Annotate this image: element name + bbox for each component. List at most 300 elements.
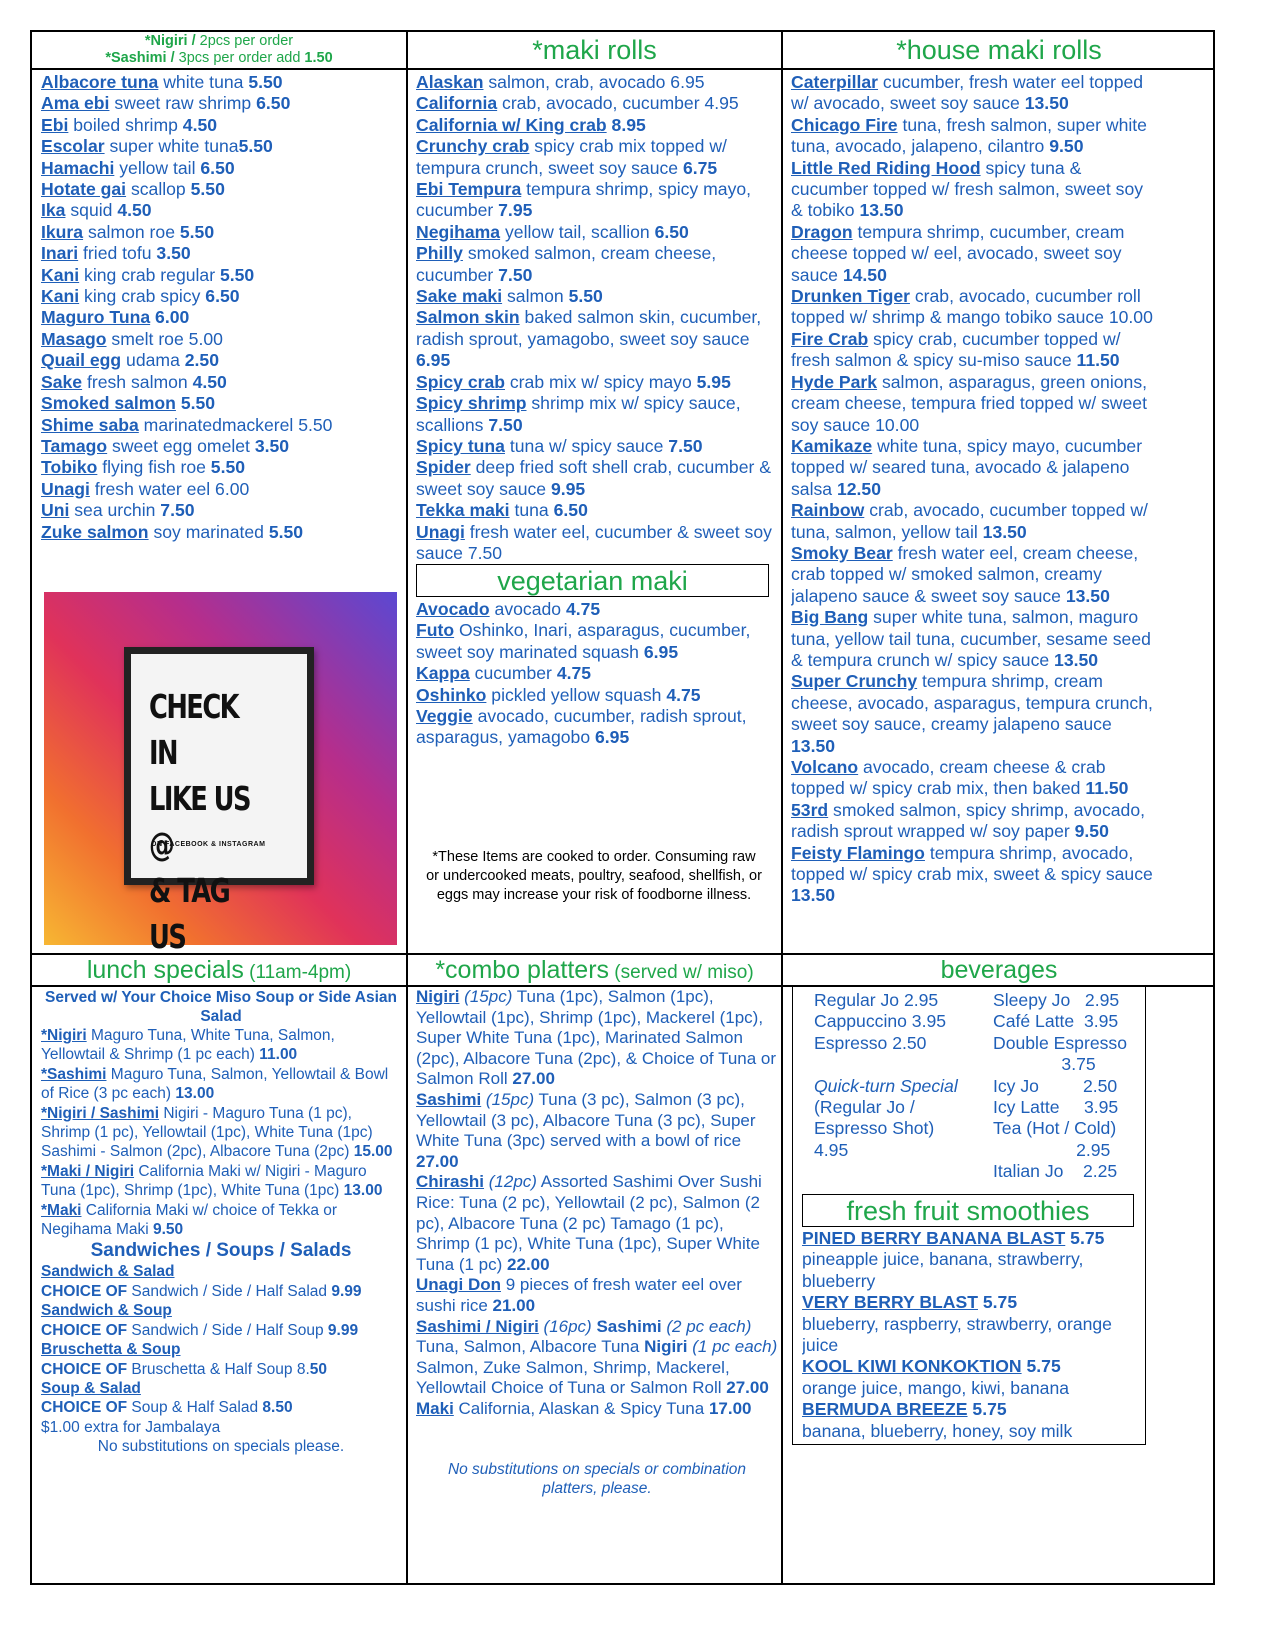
menu-item — [416, 136, 778, 179]
item-price: 5.00 — [188, 328, 223, 349]
item-price: 22.00 — [507, 1254, 550, 1274]
combo-item — [416, 987, 778, 1090]
item-name: Sandwich & Soup — [41, 1302, 172, 1320]
smoothie-desc: blueberry, raspberry, strawberry, orange juice — [802, 1313, 1112, 1356]
item-price: 4.75 — [556, 663, 592, 684]
item-price: 5.50 — [268, 521, 304, 542]
item-desc: super white tuna — [104, 136, 239, 157]
menu-item — [41, 350, 401, 371]
item-name: Quail egg — [41, 350, 122, 371]
item-desc: squid — [65, 200, 118, 221]
item-desc: pickled yellow squash — [486, 684, 667, 705]
item-price: 11.50 — [1076, 350, 1120, 371]
item-name: Ebi — [41, 114, 69, 135]
menu-item — [416, 222, 778, 243]
item-price: 4.95 — [704, 93, 739, 114]
item-name: Zuke salmon — [41, 521, 149, 542]
item-price: 27.00 — [726, 1378, 769, 1398]
item-sub-name: Nigiri — [644, 1337, 688, 1357]
item-desc: avocado — [489, 599, 566, 619]
item-price: 10.00 — [1108, 307, 1153, 328]
menu-item — [416, 93, 778, 114]
item-price: 6.50 — [200, 157, 235, 178]
beverage-item: Quick-turn Special — [814, 1075, 958, 1096]
item-name: *Nigiri — [41, 1027, 87, 1044]
item-desc: sea urchin — [69, 500, 161, 521]
item-desc: scallop — [126, 179, 191, 200]
beverage-item: Sleepy Jo 2.95 — [993, 990, 1120, 1010]
sandwich-subtitle: Sandwiches / Soups / Salads — [90, 1240, 352, 1262]
sashimi-surcharge: 1.50 — [304, 50, 333, 66]
item-name: Caterpillar — [791, 72, 879, 92]
item-desc: super white tuna, salmon, maguro tuna, yellow tail tuna, cucumber, sesame seed & tempura crunch w/ spicy sauce — [791, 607, 1151, 670]
item-desc: sweet egg omelet — [107, 435, 255, 456]
item-name: Uni — [41, 500, 70, 521]
menu-grid — [30, 30, 1215, 1585]
item-name: Avocado — [416, 599, 490, 619]
combo-item — [416, 1317, 778, 1399]
sandwich-list — [41, 1262, 401, 1417]
menu-item — [41, 115, 401, 136]
item-name: Bruschetta & Soup — [41, 1341, 181, 1359]
beverage-item: Double Espresso — [993, 1032, 1127, 1053]
item-choice: CHOICE OF — [41, 1282, 128, 1300]
item-price: 6.00 — [155, 307, 190, 328]
item-desc: Oshinko, Inari, asparagus, cucumber, sweet soy marinated squash — [416, 620, 751, 662]
lunch-list — [41, 1026, 401, 1239]
house-maki-list — [791, 72, 1153, 907]
smoothie-item — [802, 1292, 1146, 1313]
item-desc: udama — [121, 350, 185, 371]
item-desc: soy marinated — [148, 521, 269, 542]
item-desc: avocado, cucumber, radish sprout, asparagus, yamagobo — [416, 706, 747, 748]
item-desc: spicy tuna & cucumber topped w/ fresh salmon, sweet soy & tobiko — [791, 157, 1144, 221]
beverages-header: beverages — [940, 956, 1058, 984]
item-desc: cucumber, fresh water eel topped w/ avocado, sweet soy sauce — [791, 72, 1144, 114]
item-name: Inari — [41, 243, 79, 264]
item-price: 13.50 — [1054, 649, 1099, 670]
item-qty: (16pc) — [538, 1316, 592, 1336]
item-price: 4.50 — [182, 114, 218, 135]
menu-item — [791, 222, 1153, 286]
item-price: 5.50 — [210, 457, 246, 478]
item-price: 9.50 — [1049, 136, 1084, 157]
item-name: Futo — [416, 620, 455, 641]
item-name: Soup & Salad — [41, 1379, 141, 1397]
item-price: 14.50 — [842, 264, 887, 285]
item-desc: tempura shrimp, cucumber, cream cheese topped w/ eel, avocado, sweet soy sauce — [791, 221, 1125, 285]
item-desc: salmon — [502, 286, 569, 307]
combo-item — [416, 1090, 778, 1172]
jambalaya-note: $1.00 extra for Jambalaya — [41, 1418, 221, 1436]
item-name: Crunchy crab — [416, 136, 530, 157]
item-price: 3.50 — [254, 435, 290, 456]
house-maki-header: *house maki rolls — [896, 35, 1102, 65]
item-desc: white tuna — [158, 72, 249, 92]
item-name: Kani — [41, 264, 80, 285]
lunch-footer: No substitutions on specials please. — [97, 1438, 345, 1456]
menu-item — [41, 307, 401, 328]
item-desc: fresh salmon — [82, 371, 193, 392]
item-name: Kamikaze — [791, 435, 873, 456]
item-desc: California, Alaskan & Spicy Tuna — [453, 1398, 709, 1418]
item-name: *Maki / Nigiri — [41, 1162, 135, 1180]
item-price: 4.75 — [565, 599, 601, 619]
item-price: 6.50 — [654, 221, 689, 242]
smoothie-price: 5.75 — [1065, 1228, 1105, 1248]
item-price: 13.50 — [1024, 93, 1069, 114]
vegetarian-maki-header: vegetarian maki — [416, 564, 769, 597]
menu-item — [41, 436, 401, 457]
nigiri-list — [41, 72, 401, 543]
item-name: Dragon — [791, 221, 853, 242]
item-price: 8.50 — [262, 1399, 293, 1417]
item-price: 6.75 — [682, 157, 718, 178]
sashimi-label: *Sashimi / — [105, 50, 175, 66]
menu-item — [791, 286, 1153, 329]
item-name: Sake — [41, 371, 83, 392]
menu-item — [791, 372, 1153, 436]
menu-item — [791, 115, 1153, 158]
item-desc: crab, avocado, cucumber — [497, 93, 705, 114]
item-desc: Tuna, Salmon, Albacore Tuna — [416, 1337, 645, 1357]
vegetarian-list — [416, 599, 778, 749]
smoothie-item — [802, 1228, 1146, 1249]
item-name: Ebi Tempura — [416, 179, 522, 200]
menu-item — [41, 222, 401, 243]
menu-item — [41, 158, 401, 179]
item-name: Hotate gai — [41, 179, 127, 200]
item-name: Spicy tuna — [416, 435, 505, 456]
item-desc: Maguro Tuna, White Tuna, Salmon, Yellowtail & Shrimp (1 pc each) — [41, 1027, 335, 1064]
maki-rolls-header: *maki rolls — [532, 35, 657, 65]
item-desc: yellow tail, scallion — [500, 221, 655, 242]
item-price: 12.50 — [836, 478, 881, 499]
item-desc: white tuna, spicy mayo, cucumber topped w/ seared tuna, avocado & jalapeno salsa — [791, 435, 1143, 499]
item-name: Hamachi — [41, 157, 115, 178]
item-name: Albacore tuna — [41, 72, 159, 92]
combo-item — [416, 1172, 778, 1275]
item-name: Rainbow — [791, 500, 865, 521]
menu-item — [791, 436, 1153, 500]
item-desc: boiled shrimp — [68, 114, 183, 135]
menu-item — [791, 158, 1153, 222]
menu-item — [416, 436, 778, 457]
item-name: Feisty Flamingo — [791, 842, 925, 863]
item-price: 7.50 — [668, 435, 703, 456]
item-name: Drunken Tiger — [791, 286, 910, 307]
menu-item — [416, 522, 778, 565]
smoothie-name: KOOL KIWI KONKOKTION — [802, 1356, 1022, 1377]
item-desc: tuna — [509, 500, 554, 521]
menu-item — [41, 1398, 401, 1417]
item-name: *Nigiri / Sashimi — [41, 1104, 160, 1122]
item-name: Negihama — [416, 221, 501, 242]
item-price: 13.00 — [343, 1182, 383, 1200]
item-price: 6.50 — [553, 500, 588, 521]
beverage-item: (Regular Jo / — [814, 1097, 915, 1118]
item-price: 17.00 — [708, 1398, 752, 1418]
item-name: Salmon skin — [416, 307, 520, 328]
divider — [781, 32, 783, 1583]
item-price: 5.50 — [248, 72, 283, 92]
beverage-item: Italian Jo 2.25 — [993, 1161, 1118, 1182]
menu-item — [41, 1026, 401, 1065]
menu-item — [41, 1162, 401, 1201]
menu-item — [416, 685, 778, 706]
item-price: 6.00 — [215, 478, 250, 499]
item-name: Fire Crab — [791, 328, 869, 349]
item-price: 9.99 — [327, 1321, 359, 1339]
item-price: 13.50 — [859, 200, 904, 221]
divider — [406, 32, 408, 1583]
item-desc: baked salmon skin, cucumber, radish sprout, yamagobo, sweet soy sauce — [416, 307, 762, 349]
item-name: 53rd — [791, 799, 829, 820]
item-desc: cucumber — [469, 663, 557, 684]
poster-footer: ON FACEBOOK & INSTAGRAM — [151, 841, 266, 848]
smoothie-list — [802, 1228, 1146, 1442]
menu-item — [416, 115, 778, 136]
item-desc: Maguro Tuna, Salmon, Yellowtail & Bowl of Rice (3 pc each) — [41, 1065, 389, 1103]
combo-list — [416, 987, 778, 1419]
item-desc: smoked salmon, spicy shrimp, avocado, radish sprout wrapped w/ soy paper — [791, 799, 1145, 842]
item-name: Tobiko — [41, 457, 98, 478]
menu-item — [791, 72, 1153, 115]
item-price: 11.00 — [259, 1046, 298, 1064]
item-price: 4.50 — [192, 371, 227, 392]
item-price: 9.95 — [550, 478, 586, 499]
item-price: 7.50 — [498, 264, 533, 285]
item-desc: Nigiri - Maguro Tuna (1 pc), Shrimp (1 pc), Yellowtail (1pc), White Tuna (1pc) Sashimi - Salmon (2pc), Albacore Tuna (2pc) — [41, 1104, 373, 1161]
combo-item — [416, 1275, 778, 1316]
smoothie-name: PINED BERRY BANANA BLAST — [802, 1228, 1066, 1248]
menu-item — [791, 800, 1153, 843]
menu-item — [416, 179, 778, 222]
item-price: 5.50 — [219, 264, 255, 285]
menu-item — [41, 243, 401, 264]
poster-line: LIKE US @ — [149, 779, 250, 864]
item-desc: king crab spicy — [79, 286, 206, 307]
item-name: Sake maki — [416, 286, 503, 307]
item-name: Masago — [41, 328, 107, 349]
item-price: 5.50 — [179, 221, 215, 242]
item-desc: shrimp mix w/ spicy sauce, scallions — [416, 393, 741, 435]
poster-line: CHECK IN — [149, 687, 239, 772]
item-desc: Salmon, Zuke Salmon, Shrimp, Mackerel, Yellowtail Choice of Tuna or Salmon Roll — [416, 1357, 730, 1398]
item-desc: avocado, cream cheese & crab topped w/ spicy crab mix, then baked — [791, 757, 1106, 799]
item-name: Smoked salmon — [41, 393, 176, 414]
item-desc: fresh water eel, cucumber & sweet soy sauce — [416, 521, 772, 563]
item-desc: Sandwich / Side / Half Soup — [127, 1321, 328, 1339]
item-name: Unagi — [416, 521, 465, 542]
item-price: 5.50 — [190, 179, 225, 200]
item-price: 6.95 — [416, 350, 451, 371]
nigiri-note: 2pcs per order — [199, 33, 294, 49]
item-name: Tamago — [41, 435, 108, 456]
item-name: Spicy shrimp — [416, 393, 527, 414]
item-qty: (12pc) — [484, 1172, 537, 1192]
smoothie-price: 5.75 — [1021, 1356, 1061, 1377]
menu-item — [416, 706, 778, 749]
beverage-item: Tea (Hot / Cold) — [993, 1118, 1117, 1139]
item-desc: crab, avocado, cucumber roll topped w/ shrimp & mango tobiko sauce — [791, 286, 1141, 328]
item-name: Maguro Tuna — [41, 307, 151, 328]
item-name: *Maki — [41, 1201, 82, 1219]
divider — [32, 68, 1213, 70]
menu-item — [416, 307, 778, 371]
item-price: 6.95 — [643, 641, 679, 662]
item-name: Volcano — [791, 757, 859, 777]
lunch-specials-header: lunch specials (11am-4pm) — [86, 956, 352, 984]
beverage-item: Espresso Shot) — [814, 1118, 935, 1139]
item-desc: Tuna (3 pc), Salmon (3 pc), Yellowtail (3 pc), Albacore Tuna (3 pc), Super White Tuna (3pc) served with a bowl of rice — [416, 1089, 756, 1151]
item-desc: Tuna (1pc), Salmon (1pc), Yellowtail (1pc), Shrimp (1pc), Mackerel (1pc), Super White Tuna (1pc), Marinated Salmon (2pc), Albacore Tuna (2pc), & Choice of Tuna or Salmon Roll — [416, 987, 777, 1089]
item-name: Kappa — [416, 663, 470, 684]
item-qty: (1 pc each) — [687, 1337, 778, 1357]
item-desc: fried tofu — [78, 243, 157, 264]
item-price: 13.50 — [1065, 585, 1110, 606]
beverage-item: Icy Jo 2.50 — [993, 1075, 1118, 1096]
item-price: 13.00 — [175, 1085, 215, 1103]
item-name: Spicy crab — [416, 371, 505, 392]
smoothie-name: BERMUDA BREEZE — [802, 1399, 968, 1420]
item-price: 3.50 — [156, 243, 191, 264]
item-qty: (15pc) — [459, 987, 513, 1006]
menu-item — [416, 663, 778, 684]
item-desc: California Maki w/ Nigiri - Maguro Tuna (1pc), Shrimp (1pc), White Tuna (1pc) — [41, 1162, 367, 1200]
smoothie-price: 5.75 — [967, 1399, 1007, 1420]
beverage-item: 4.95 — [814, 1139, 849, 1160]
item-choice: CHOICE OF — [41, 1360, 128, 1378]
item-name: Smoky Bear — [791, 542, 893, 563]
item-desc: marinatedmackerel — [138, 414, 299, 435]
menu-item — [416, 599, 778, 620]
smoothies-header: fresh fruit smoothies — [802, 1194, 1134, 1227]
item-price: 6.50 — [256, 93, 291, 114]
menu-item — [41, 1360, 401, 1379]
menu-item — [41, 1065, 401, 1104]
item-desc: Soup & Half Salad — [127, 1399, 263, 1417]
item-desc: sweet raw shrimp — [109, 93, 257, 114]
item-desc: king crab regular — [79, 264, 220, 285]
smoothie-item — [802, 1356, 1146, 1377]
nigiri-label: *Nigiri / — [144, 33, 196, 49]
smoothie-desc: banana, blueberry, honey, soy milk — [802, 1420, 1073, 1441]
item-name: Shime saba — [41, 414, 139, 435]
item-desc: tempura shrimp, spicy mayo, cucumber — [416, 179, 752, 221]
item-desc: tuna w/ spicy sauce — [504, 435, 669, 456]
beverage-item: Espresso 2.50 — [814, 1032, 927, 1053]
item-desc: tempura shrimp, cream cheese, avocado, asparagus, tempura crunch, sweet soy sauce, creamy jalapeno sauce — [791, 671, 1153, 735]
menu-item — [791, 843, 1153, 907]
item-price: 5.50 — [568, 286, 603, 307]
item-name: Escolar — [41, 136, 105, 157]
item-price: 5.50 — [180, 393, 216, 414]
menu-item — [791, 757, 1153, 800]
item-name: Maki — [416, 1398, 454, 1418]
item-price: 5.95 — [696, 371, 731, 392]
item-name: *Sashimi — [41, 1065, 107, 1083]
beverage-item — [814, 1054, 989, 1075]
poster-line: & TAG US — [149, 871, 230, 956]
menu-item — [416, 620, 778, 663]
item-name: Ika — [41, 200, 66, 221]
item-price: 21.00 — [492, 1295, 536, 1315]
beverage-item: 3.75 — [993, 1054, 1096, 1075]
sashimi-note: 3pcs per order add — [178, 50, 301, 66]
item-price: 6.95 — [670, 72, 705, 92]
beverage-item: Cappuccino 3.95 — [814, 1011, 947, 1032]
item-name: Ama ebi — [41, 93, 110, 114]
item-desc: California Maki w/ choice of Tekka or Negihama Maki — [41, 1201, 338, 1239]
smoothie-desc: orange juice, mango, kiwi, banana — [802, 1377, 1070, 1398]
item-price: 4.75 — [666, 684, 701, 705]
item-price: 15.00 — [353, 1143, 393, 1161]
item-price: 10.00 — [875, 414, 920, 435]
menu-item — [41, 286, 401, 307]
menu-item — [41, 415, 401, 436]
item-price: 2.50 — [184, 350, 219, 371]
menu-item — [791, 500, 1153, 543]
item-name: Oshinko — [416, 684, 487, 705]
item-desc: spicy crab, cucumber topped w/ fresh salmon & spicy su-miso sauce — [791, 328, 1121, 371]
menu-item — [791, 607, 1153, 671]
item-desc: deep fried soft shell crab, cucumber & sweet soy sauce — [416, 457, 771, 499]
item-desc: crab mix w/ spicy mayo — [505, 371, 697, 392]
item-name: Super Crunchy — [791, 671, 918, 692]
item-price: 7.50 — [467, 542, 503, 563]
item-desc: salmon roe — [83, 221, 180, 242]
menu-item — [41, 1104, 401, 1162]
beverage-item: Café Latte 3.95 — [993, 1011, 1119, 1032]
menu-item — [416, 286, 778, 307]
item-sub-name: Sashimi — [591, 1316, 662, 1336]
item-name: Ikura — [41, 221, 84, 242]
combo-footer: No substitutions on specials or combination platters, please. — [447, 1461, 747, 1498]
item-price: 7.95 — [498, 200, 533, 221]
item-name: Sandwich & Salad — [41, 1263, 175, 1281]
item-name: Philly — [416, 243, 463, 264]
lunch-section — [41, 988, 401, 1457]
item-name: Tekka maki — [416, 500, 510, 521]
item-name: Sashimi / Nigiri — [416, 1316, 539, 1336]
menu-item — [416, 457, 778, 500]
item-price: 27.00 — [512, 1069, 555, 1089]
item-desc: 9 pieces of fresh water eel over sushi rice — [416, 1275, 742, 1315]
poster-frame — [124, 647, 314, 956]
item-name: Nigiri — [416, 987, 460, 1006]
menu-item — [416, 500, 778, 521]
menu-item — [41, 479, 401, 500]
item-price: 6.50 — [205, 286, 240, 307]
item-name: Chirashi — [416, 1172, 485, 1192]
menu-item — [41, 500, 401, 521]
item-name: Sashimi — [416, 1089, 482, 1109]
item-name: Spider — [416, 457, 471, 478]
item-desc: salmon, asparagus, green onions, cream cheese, tempura fried topped w/ sweet soy sauce — [791, 371, 1147, 435]
menu-item — [41, 72, 401, 93]
menu-item — [41, 1201, 401, 1240]
menu-item — [791, 671, 1153, 757]
menu-item — [416, 372, 778, 393]
combo-platters-header: *combo platters (served w/ miso) — [435, 956, 754, 984]
item-desc: yellow tail — [114, 157, 201, 178]
item-price: 5.50 — [238, 136, 273, 157]
smoothie-desc: pineapple juice, banana, strawberry, blueberry — [802, 1249, 1084, 1291]
menu-item — [41, 457, 401, 478]
consumer-advisory: *These Items are cooked to order. Consuming raw or undercooked meats, poultry, seafood, shellfish, or eggs may increase your risk of foodborne illness. — [426, 849, 762, 903]
item-name: Unagi — [41, 478, 90, 499]
